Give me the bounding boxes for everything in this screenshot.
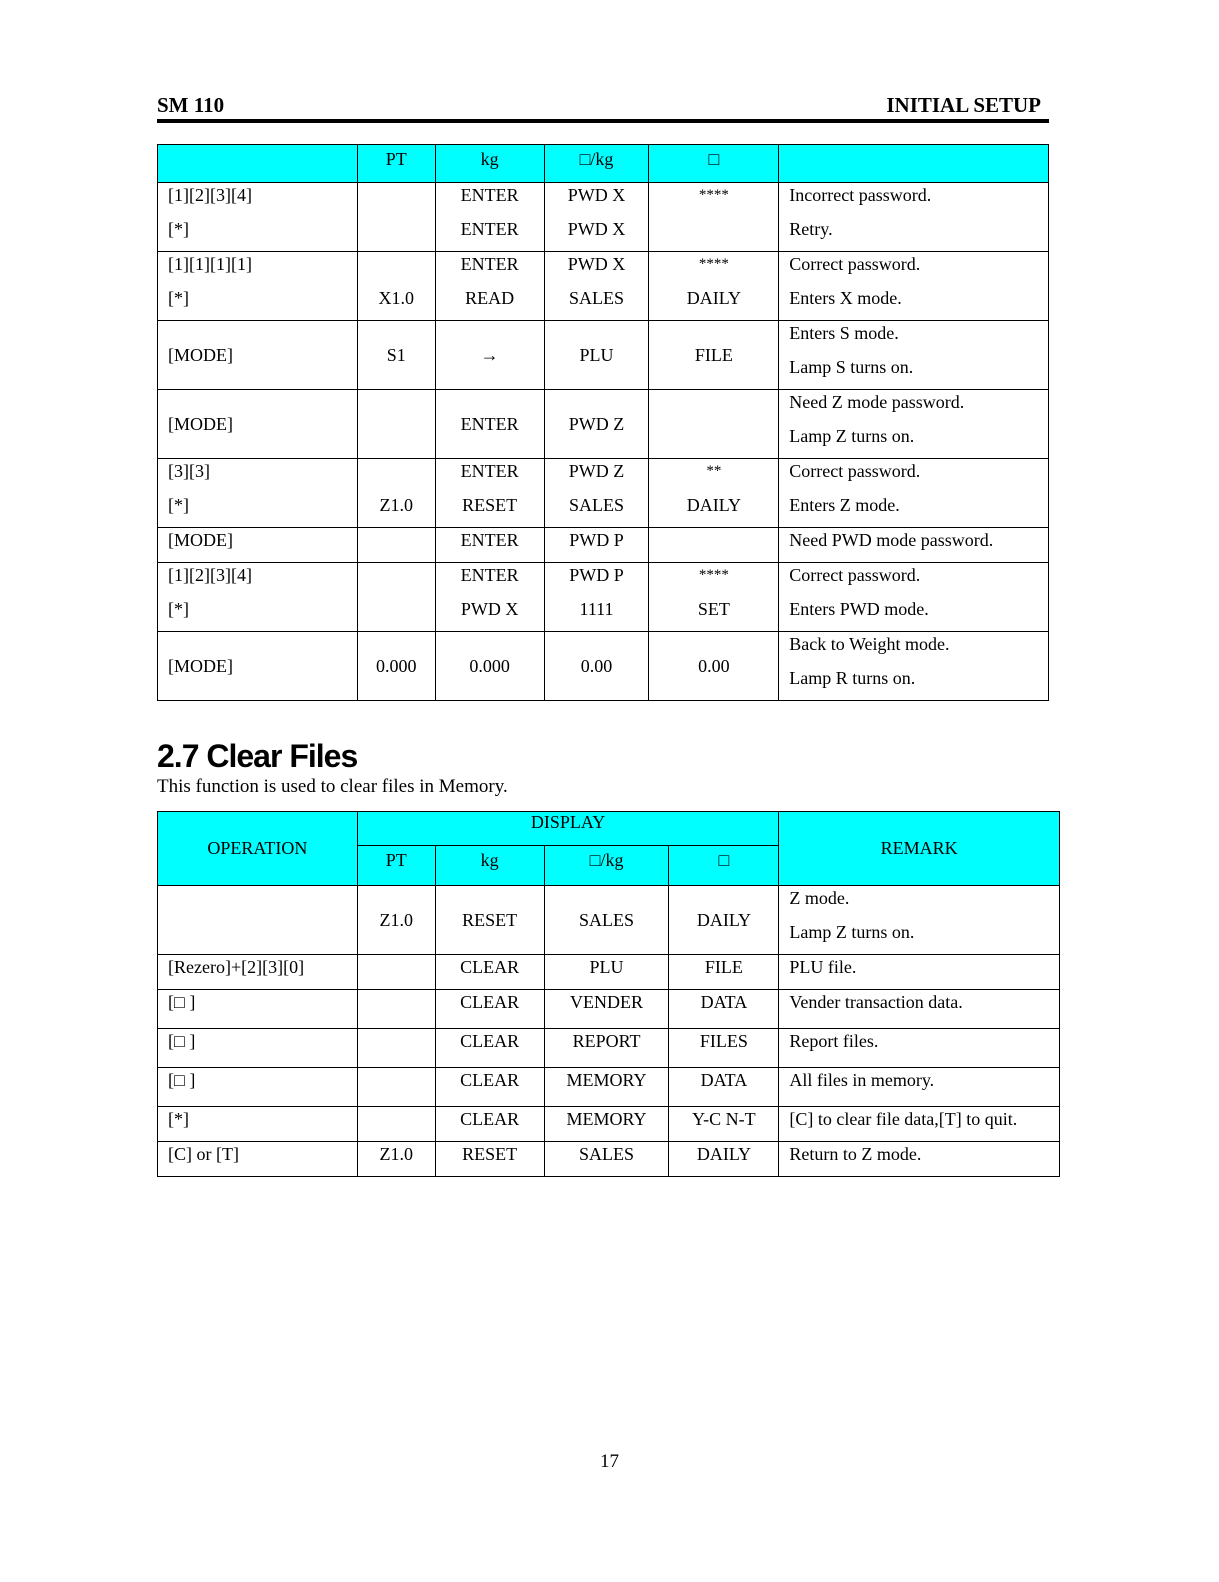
col-header-unit-price: □/kg — [544, 145, 649, 183]
price-cell: DAILY — [696, 1144, 752, 1164]
remark-cell: Z mode. — [789, 888, 850, 908]
unit-price-cell: PWD X — [567, 219, 626, 239]
operation-cell: [*] — [168, 599, 189, 619]
remark-cell: All files in memory. — [789, 1070, 935, 1090]
kg-cell: ENTER — [460, 565, 519, 585]
unit-price-cell: PWD Z — [568, 461, 625, 481]
operation-cell: [MODE] — [158, 390, 358, 459]
operation-cell: [1][2][3][4] — [168, 565, 252, 585]
remark-cell: Retry. — [789, 219, 833, 239]
col-header-kg: kg — [435, 145, 544, 183]
table-row — [158, 886, 1060, 955]
kg-cell: RESET — [462, 495, 518, 515]
pt-cell — [358, 183, 435, 217]
operation-cell: [MODE] — [158, 321, 358, 390]
remark-cell: Need Z mode password. — [789, 392, 965, 412]
pt-cell — [358, 1029, 435, 1063]
remark-cell: Lamp Z turns on. — [789, 922, 915, 942]
kg-cell: ENTER — [435, 390, 544, 459]
price-cell — [649, 217, 778, 251]
table-row — [158, 955, 1060, 990]
operation-cell — [158, 886, 358, 955]
operation-cell: [□ ] — [168, 992, 196, 1012]
remark-cell: Lamp Z turns on. — [789, 426, 915, 446]
kg-cell: ENTER — [460, 185, 519, 205]
operation-cell: [1][1][1][1] — [168, 254, 252, 274]
remark-cell: Report files. — [789, 1031, 879, 1051]
remark-cell: Enters PWD mode. — [789, 599, 929, 619]
operation-cell: [Rezero]+[2][3][0] — [168, 957, 305, 977]
col-header-remark — [779, 145, 1049, 183]
col-header-price: □ — [649, 145, 779, 183]
price-cell: DAILY — [686, 495, 741, 515]
col-header-remark: REMARK — [779, 812, 1060, 886]
pt-cell: Z1.0 — [379, 495, 413, 515]
operation-cell: [□ ] — [168, 1031, 196, 1051]
kg-cell: 0.000 — [435, 632, 544, 701]
unit-price-cell: SALES — [579, 1144, 635, 1164]
table-row — [158, 252, 1049, 321]
section-intro: This function is used to clear files in Memory. — [157, 776, 508, 797]
table-row — [158, 459, 1049, 528]
table-row — [158, 563, 1049, 632]
unit-price-cell: 0.00 — [544, 632, 649, 701]
page-header — [157, 93, 1049, 123]
pt-cell — [358, 217, 435, 251]
operation-cell: [*] — [168, 288, 189, 308]
table-row — [158, 1142, 1060, 1177]
clear-files-table — [157, 811, 1060, 1177]
remark-cell: Lamp S turns on. — [789, 357, 914, 377]
price-cell: **** — [698, 567, 729, 583]
unit-price-cell: PWD X — [567, 254, 626, 274]
pt-cell: X1.0 — [378, 288, 414, 308]
col-header-operation — [158, 145, 358, 183]
kg-cell: CLEAR — [460, 957, 520, 977]
price-cell: ** — [706, 463, 722, 479]
remark-cell: Need PWD mode password. — [789, 530, 994, 550]
table-header-row — [158, 145, 1049, 183]
pt-cell: S1 — [357, 321, 435, 390]
unit-price-cell: PLU — [544, 321, 649, 390]
kg-cell: CLEAR — [460, 992, 520, 1012]
table-row — [158, 528, 1049, 563]
operation-cell: [C] or [T] — [168, 1144, 239, 1164]
pt-cell — [358, 252, 435, 286]
remark-cell: Back to Weight mode. — [789, 634, 950, 654]
kg-cell: RESET — [435, 886, 544, 955]
table-row — [158, 990, 1060, 1029]
pt-cell — [358, 955, 435, 989]
remark-cell: Vender transaction data. — [789, 992, 963, 1012]
header-section: INITIAL SETUP — [886, 93, 1041, 117]
unit-price-cell: SALES — [544, 886, 669, 955]
kg-cell: CLEAR — [460, 1031, 520, 1051]
operation-cell: [*] — [168, 219, 189, 239]
remark-cell: Correct password. — [789, 461, 921, 481]
col-header-display: DISPLAY — [357, 812, 779, 846]
operation-cell: [MODE] — [168, 530, 233, 550]
table-row — [158, 632, 1049, 701]
kg-cell: PWD X — [460, 599, 519, 619]
price-cell: DATA — [700, 1070, 748, 1090]
price-cell — [649, 528, 778, 562]
pt-cell — [358, 563, 435, 597]
operation-cell: [□ ] — [168, 1070, 196, 1090]
remark-cell: Lamp R turns on. — [789, 668, 916, 688]
kg-cell: ENTER — [460, 530, 519, 550]
pt-cell — [358, 1107, 435, 1141]
price-cell: Y-C N-T — [692, 1109, 756, 1129]
unit-price-cell: PWD P — [569, 530, 624, 550]
unit-price-cell: SALES — [569, 288, 625, 308]
section-title: 2.7 Clear Files — [157, 738, 358, 774]
operation-cell: [3][3] — [168, 461, 210, 481]
price-cell: FILES — [699, 1031, 748, 1051]
col-header-pt: PT — [357, 846, 435, 886]
remark-cell: Incorrect password. — [789, 185, 932, 205]
unit-price-cell: VENDER — [570, 992, 644, 1012]
remark-cell: PLU file. — [789, 957, 857, 977]
price-cell: SET — [697, 599, 730, 619]
table-header-row — [158, 812, 1060, 846]
unit-price-cell: PWD X — [567, 185, 626, 205]
remark-cell: [C] to clear file data,[T] to quit. — [789, 1109, 1018, 1129]
pt-cell — [358, 459, 435, 493]
price-cell: FILE — [649, 321, 779, 390]
operation-cell: [*] — [168, 1109, 189, 1129]
remark-cell: Return to Z mode. — [789, 1144, 922, 1164]
kg-cell: CLEAR — [460, 1070, 520, 1090]
col-header-kg: kg — [435, 846, 544, 886]
pt-cell — [358, 597, 435, 631]
price-cell: DAILY — [686, 288, 741, 308]
pt-cell — [358, 528, 435, 562]
price-cell: DATA — [700, 992, 748, 1012]
pt-cell — [358, 1068, 435, 1102]
remark-cell: Correct password. — [789, 565, 921, 585]
unit-price-cell: PLU — [589, 957, 624, 977]
password-steps-table — [157, 144, 1049, 701]
table-row — [158, 1068, 1060, 1107]
kg-cell: ENTER — [460, 461, 519, 481]
price-cell — [649, 390, 779, 459]
remark-cell: Enters X mode. — [789, 288, 902, 308]
pt-cell: Z1.0 — [379, 1144, 413, 1164]
pt-cell: Z1.0 — [357, 886, 435, 955]
unit-price-cell: MEMORY — [566, 1070, 647, 1090]
pt-cell: 0.000 — [357, 632, 435, 701]
remark-cell: Enters Z mode. — [789, 495, 900, 515]
operation-cell: [*] — [168, 495, 189, 515]
kg-cell: RESET — [462, 1144, 518, 1164]
kg-cell: ENTER — [460, 219, 519, 239]
operation-cell: [1][2][3][4] — [168, 185, 252, 205]
price-cell: FILE — [704, 957, 743, 977]
col-header-unit-price: □/kg — [544, 846, 669, 886]
unit-price-cell: PWD Z — [544, 390, 649, 459]
unit-price-cell: SALES — [569, 495, 625, 515]
table-row — [158, 1107, 1060, 1142]
kg-cell: → — [435, 321, 544, 390]
unit-price-cell: REPORT — [572, 1031, 641, 1051]
kg-cell: CLEAR — [460, 1109, 520, 1129]
unit-price-cell: MEMORY — [566, 1109, 647, 1129]
price-cell: **** — [698, 187, 729, 203]
price-cell: 0.00 — [649, 632, 779, 701]
remark-cell: Correct password. — [789, 254, 921, 274]
remark-cell: Enters S mode. — [789, 323, 899, 343]
header-model: SM 110 — [157, 93, 225, 117]
col-header-operation: OPERATION — [158, 812, 358, 886]
price-cell: DAILY — [669, 886, 779, 955]
unit-price-cell: 1111 — [579, 599, 614, 619]
kg-cell: ENTER — [460, 254, 519, 274]
price-cell: **** — [698, 256, 729, 272]
col-header-price: □ — [669, 846, 779, 886]
page-number: 17 — [600, 1451, 619, 1472]
table-row — [158, 1029, 1060, 1068]
pt-cell — [358, 990, 435, 1024]
operation-cell: [MODE] — [158, 632, 358, 701]
col-header-pt: PT — [357, 145, 435, 183]
unit-price-cell: PWD P — [569, 565, 624, 585]
table-row — [158, 321, 1049, 390]
kg-cell: READ — [465, 288, 515, 308]
pt-cell — [357, 390, 435, 459]
table-row — [158, 183, 1049, 252]
table-row — [158, 390, 1049, 459]
